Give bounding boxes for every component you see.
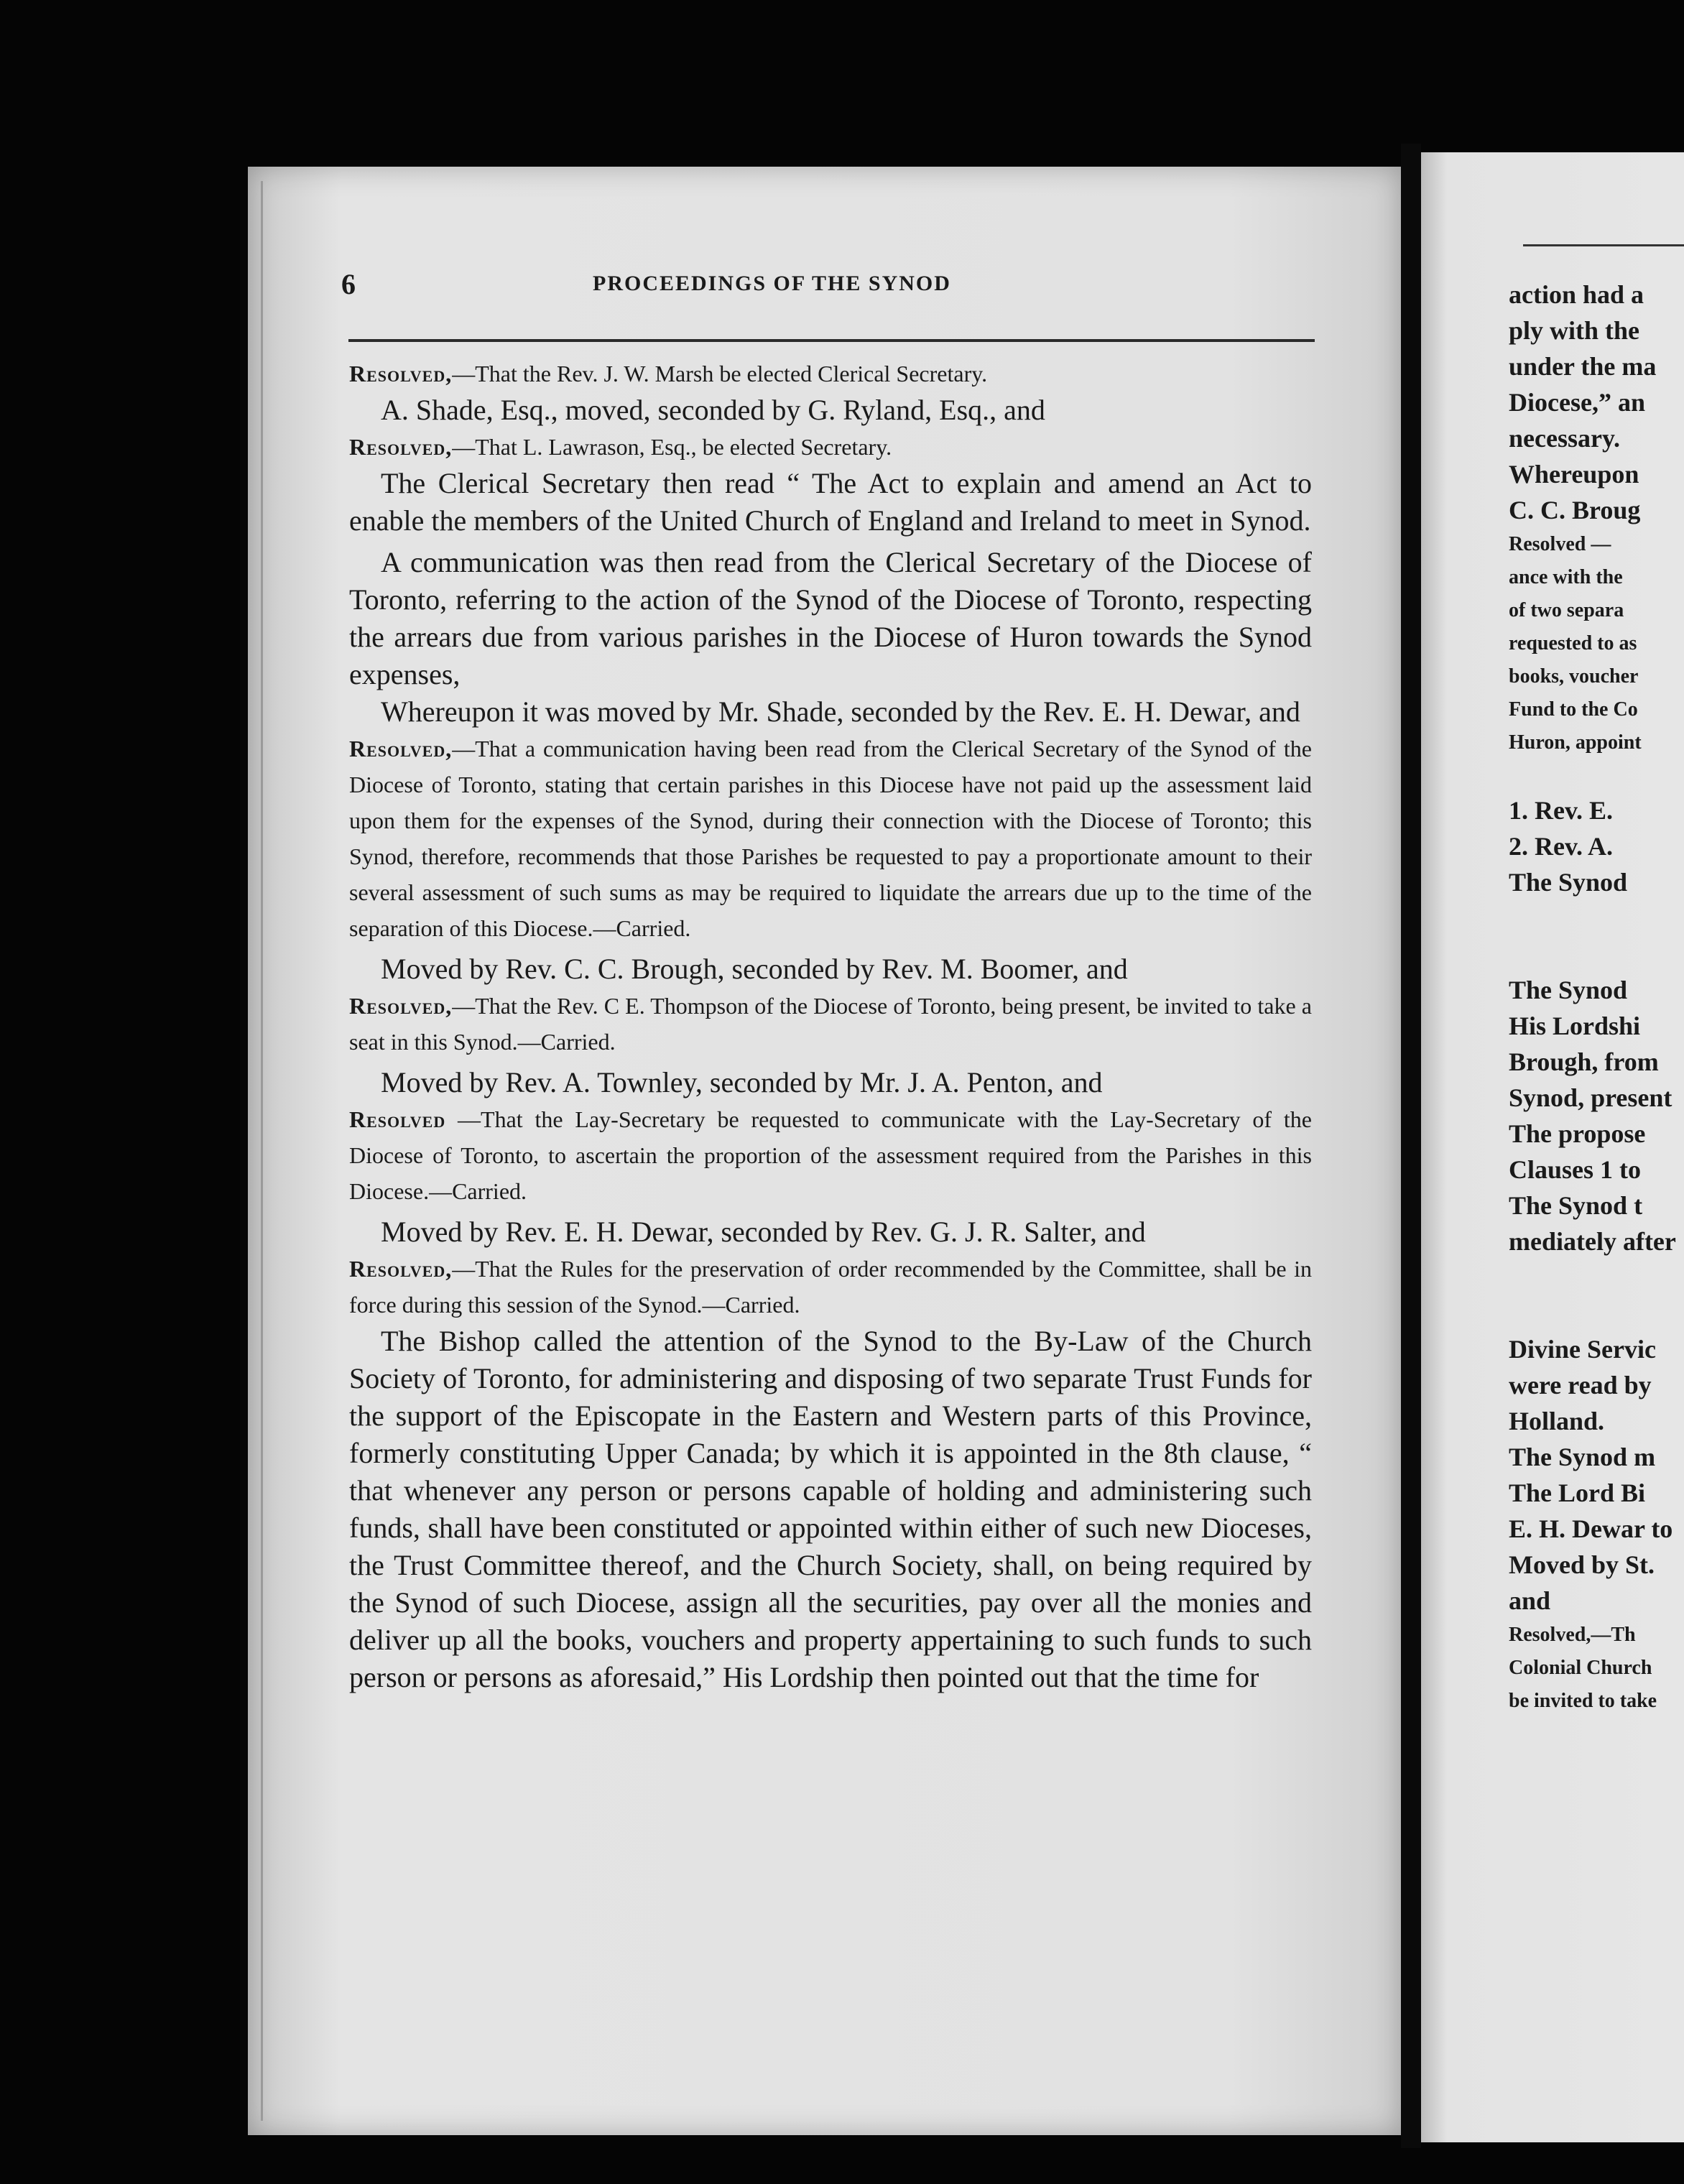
right-page-line <box>1509 759 1684 792</box>
paragraph <box>349 1251 1312 1323</box>
right-page-line: under the ma <box>1509 352 1657 381</box>
paragraph-text: —That the Lay-Secretary be requested to communicate with the Lay-Secretary of the Diocese of Toronto, to ascertain the proportion of the assessment required from the Parishes in this Diocese.—Carried. <box>349 1106 1312 1204</box>
paragraph-text: —That the Rev. C E. Thompson of the Diocese of Toronto, being present, be invited to take a seat in this Synod.—Carried. <box>349 993 1312 1055</box>
right-page-rule <box>1523 244 1684 246</box>
right-page-line: ply with the <box>1509 316 1640 345</box>
right-page-line: and <box>1509 1586 1551 1615</box>
right-page-line: Colonial Church <box>1509 1657 1652 1679</box>
paragraph <box>349 988 1312 1060</box>
right-page-line <box>1509 936 1684 972</box>
right-page-line: The Synod t <box>1509 1191 1643 1220</box>
right-page-line: ance with the <box>1509 566 1623 588</box>
right-page-line: Whereupon <box>1509 460 1639 489</box>
resolved-label: Resolved, <box>349 361 453 387</box>
right-page-line <box>1509 1259 1684 1295</box>
right-page-line: The propose <box>1509 1119 1646 1148</box>
page-number: 6 <box>341 268 356 300</box>
paragraph: Moved by Rev. A. Townley, seconded by Mr. J. A. Penton, and <box>381 1066 1103 1098</box>
right-page-line: 1. Rev. E. <box>1509 796 1614 825</box>
header-rule <box>348 339 1315 342</box>
right-page-line: The Synod <box>1509 868 1628 897</box>
right-page-line: Holland. <box>1509 1407 1605 1435</box>
right-page-line: be invited to take <box>1509 1690 1657 1712</box>
right-page-line: C. C. Broug <box>1509 496 1641 524</box>
right-page-line: Diocese,” an <box>1509 388 1645 417</box>
right-page-line: E. H. Dewar to <box>1509 1514 1673 1543</box>
right-page-line: mediately after <box>1509 1227 1676 1256</box>
paragraph: A communication was then read from the Clerical Secretary of the Diocese of Toronto, referring to the action of the Synod of the Diocese of Toronto, respecting the arrears due from various parishes in the Diocese of Huron towards the Synod expenses, <box>349 546 1312 690</box>
running-head: PROCEEDINGS OF THE SYNOD <box>593 272 951 295</box>
right-page-body <box>1509 277 1684 1718</box>
paragraph <box>349 1101 1312 1209</box>
paragraph: The Clerical Secretary then read “ The Act to explain and amend an Act to enable the members of the United Church of England and Ireland to meet in Synod. <box>349 467 1312 537</box>
paragraph: A. Shade, Esq., moved, seconded by G. Ryland, Esq., and <box>381 394 1045 426</box>
right-page-line: Divine Servic <box>1509 1335 1656 1364</box>
resolved-label: Resolved, <box>349 736 453 762</box>
resolved-label: Resolved, <box>349 993 453 1019</box>
resolved-label: Resolved <box>349 1106 446 1132</box>
paragraph-text: —That the Rev. J. W. Marsh be elected Clerical Secretary. <box>452 361 988 387</box>
right-page-line: 2. Rev. A. <box>1509 832 1614 861</box>
resolved-label: Resolved, <box>349 434 453 460</box>
right-page-line: requested to as <box>1509 632 1637 654</box>
right-page-line: Clauses 1 to <box>1509 1155 1642 1184</box>
right-page-line: His Lordshi <box>1509 1012 1641 1040</box>
paragraph-text: —That the Rules for the preservation of order recommended by the Committee, shall be in force during this session of the Synod.—Carried. <box>349 1256 1312 1318</box>
right-page-line: Synod, present <box>1509 1083 1673 1112</box>
paragraph: Moved by Rev. E. H. Dewar, seconded by Rev. G. J. R. Salter, and <box>381 1216 1146 1248</box>
right-page-line: necessary. <box>1509 424 1620 453</box>
right-page-line: were read by <box>1509 1371 1652 1399</box>
right-page-line <box>1509 1295 1684 1331</box>
right-page-line: Resolved,—Th <box>1509 1624 1636 1646</box>
right-page-line: Fund to the Co <box>1509 698 1638 721</box>
paragraph: Moved by Rev. C. C. Brough, seconded by Rev. M. Boomer, and <box>381 953 1128 985</box>
paragraph: The Bishop called the attention of the Synod to the By-Law of the Church Society of Toronto, for administering and disposing of two separate Trust Funds for the support of the Episcopate in the Eastern and Western parts of this Province, formerly constituting Upper Canada; by which it is appointed in the 8th clause, “ that whenever any person or persons capable of holding and administering such funds, shall have been constituted or appointed within either of such new Dioceses, the Trust Committee thereof, and the Church Society, shall, on being required by the Synod of such Diocese, assign all the securities, pay over all the monies and deliver up all the books, vouchers and property appertaining to such funds to such person or persons as aforesaid,” His Lordship then pointed out that the time for <box>349 1325 1312 1693</box>
right-page-line: action had a <box>1509 280 1644 309</box>
book-gutter <box>1401 144 1421 2148</box>
paragraph-text: —That a communication having been read from the Clerical Secretary of the Synod of the Diocese of Toronto, stating that certain parishes in this Diocese have not paid up the assessment laid upon them for the expenses of the Synod, during their connection with the Diocese of Toronto; this Synod, therefore, recommends that those Parishes be requested to pay a proportionate amount to their several assessment of such sums as may be required to liquidate the arrears due up to the time of the separation of this Diocese.—Carried. <box>349 736 1312 941</box>
paragraph <box>349 356 1312 392</box>
right-page-line: The Lord Bi <box>1509 1479 1646 1507</box>
right-page-line: Huron, appoint <box>1509 731 1642 754</box>
paragraph-text: —That L. Lawrason, Esq., be elected Secretary. <box>452 434 892 460</box>
paragraph <box>349 429 1312 465</box>
right-page-line <box>1509 900 1684 936</box>
paragraph: Whereupon it was moved by Mr. Shade, seconded by the Rev. E. H. Dewar, and <box>381 695 1300 728</box>
left-page-body <box>349 356 1312 1696</box>
right-page-line: The Synod <box>1509 976 1628 1004</box>
right-page-line: Brough, from <box>1509 1047 1659 1076</box>
page-header <box>341 267 1304 310</box>
right-page-line: of two separa <box>1509 599 1624 621</box>
resolved-label: Resolved, <box>349 1256 453 1282</box>
right-page-line: Resolved — <box>1509 533 1611 555</box>
paragraph <box>349 731 1312 946</box>
right-page-line: Moved by St. <box>1509 1550 1655 1579</box>
right-page-line: The Synod m <box>1509 1443 1656 1471</box>
right-page-line: books, voucher <box>1509 665 1639 688</box>
